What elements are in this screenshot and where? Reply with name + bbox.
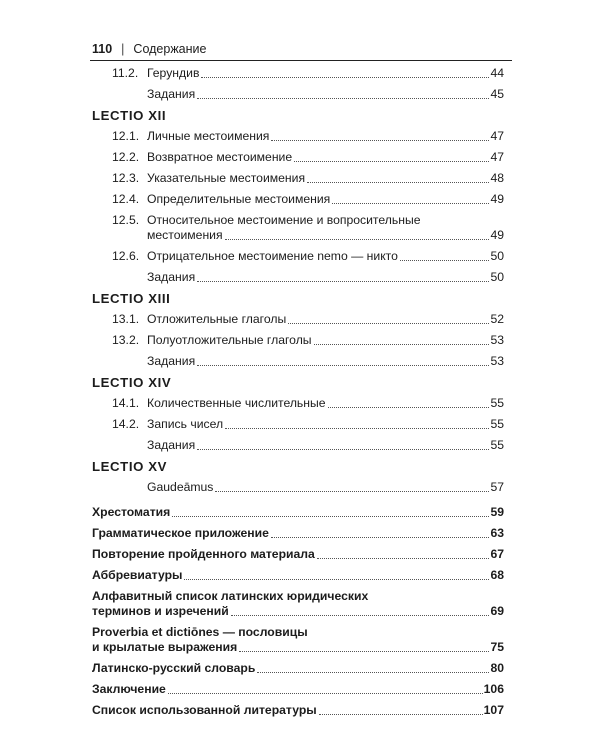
entry-title: Количественные числительные — [147, 396, 326, 410]
entry-page: 106 — [483, 682, 504, 696]
entry-number: 12.5. — [112, 213, 140, 227]
entry-title: Список использованной литературы — [92, 703, 317, 717]
entry-number: 12.3. — [112, 171, 140, 185]
toc-entry — [92, 249, 504, 264]
header-rule — [90, 60, 512, 61]
dot-leader — [271, 140, 489, 141]
page-number: 110 — [92, 42, 113, 56]
running-header — [92, 42, 206, 56]
toc-entry — [92, 354, 504, 369]
lesson-heading: LECTIO XIV — [92, 375, 172, 390]
toc-entry — [92, 589, 504, 619]
dot-leader — [225, 239, 490, 240]
entry-page: 55 — [490, 396, 504, 410]
toc-entry — [92, 396, 504, 411]
entry-page: 68 — [490, 568, 504, 582]
dot-leader — [257, 672, 489, 673]
entry-number: 13.2. — [112, 333, 140, 347]
toc-entry — [92, 417, 504, 432]
entry-page: 55 — [490, 417, 504, 431]
entry-title: Задания — [147, 270, 196, 284]
toc-entry — [92, 150, 504, 165]
entry-page: 50 — [490, 249, 504, 263]
entry-title: Заключение — [92, 682, 166, 696]
entry-title-line — [92, 213, 504, 228]
entry-title: Указательные местоимения — [147, 171, 306, 185]
entry-page: 45 — [490, 87, 504, 101]
toc-entry — [92, 661, 504, 676]
entry-title: и крылатые выражения — [92, 640, 238, 654]
entry-page: 69 — [490, 604, 504, 618]
entry-page: 44 — [490, 66, 504, 80]
entry-title: Полуотложительные глаголы — [147, 333, 312, 347]
entry-title: Алфавитный список латинских юридических — [92, 589, 369, 603]
entry-page: 47 — [490, 129, 504, 143]
dot-leader — [225, 428, 489, 429]
entry-page: 53 — [490, 354, 504, 368]
entry-page: 50 — [490, 270, 504, 284]
toc-entry — [92, 129, 504, 144]
entry-page: 80 — [490, 661, 504, 675]
running-title: Содержание — [133, 42, 207, 56]
toc-entry-line — [92, 228, 504, 243]
dot-leader — [271, 537, 490, 538]
dot-leader — [314, 344, 490, 345]
entry-page: 49 — [490, 228, 504, 242]
entry-title: Хрестоматия — [92, 505, 171, 519]
toc-entry — [92, 682, 504, 697]
entry-number: 12.1. — [112, 129, 140, 143]
toc-entry — [92, 333, 504, 348]
toc-entry — [92, 625, 504, 655]
toc-entry — [92, 270, 504, 285]
toc-entry — [92, 66, 504, 81]
entry-page: 49 — [490, 192, 504, 206]
header-separator: | — [121, 42, 125, 56]
lesson-heading: LECTIO XV — [92, 459, 168, 474]
entry-title: Proverbia et dictiōnes — пословицы — [92, 625, 308, 639]
dot-leader — [317, 558, 490, 559]
dot-leader — [328, 407, 490, 408]
toc-entry — [92, 87, 504, 102]
toc-entry — [92, 480, 504, 495]
entry-page: 48 — [490, 171, 504, 185]
entry-title: Определительные местоимения — [147, 192, 331, 206]
entry-title: Повторение пройденного материала — [92, 547, 315, 561]
dot-leader — [332, 203, 489, 204]
entry-page: 63 — [490, 526, 504, 540]
entry-title: Аббревиатуры — [92, 568, 183, 582]
entry-number: 12.2. — [112, 150, 140, 164]
entry-page: 67 — [490, 547, 504, 561]
entry-page: 57 — [490, 480, 504, 494]
dot-leader — [319, 714, 483, 715]
dot-leader — [197, 281, 489, 282]
entry-title: Латинско-русский словарь — [92, 661, 256, 675]
toc-entry — [92, 312, 504, 327]
entry-title: Отрицательное местоимение nemo — никто — [147, 249, 398, 263]
entry-number: 12.6. — [112, 249, 140, 263]
toc-entry — [92, 547, 504, 562]
entry-title-line — [92, 625, 504, 640]
entry-title: Отложительные глаголы — [147, 312, 287, 326]
entry-title: Возвратное местоимение — [147, 150, 293, 164]
entry-title: терминов и изречений — [92, 604, 229, 618]
dot-leader — [201, 77, 489, 78]
toc-entry — [92, 213, 504, 243]
entry-title: Личные местоимения — [147, 129, 270, 143]
dot-leader — [239, 651, 489, 652]
toc-entry — [92, 703, 504, 718]
dot-leader — [197, 365, 489, 366]
toc-entry — [92, 505, 504, 520]
toc-entry — [92, 438, 504, 453]
dot-leader — [400, 260, 490, 261]
entry-page: 47 — [490, 150, 504, 164]
entry-title: Запись чисел — [147, 417, 224, 431]
toc-entry-line — [92, 604, 504, 619]
entry-title: местоимения — [147, 228, 223, 242]
dot-leader — [294, 161, 489, 162]
entry-page: 59 — [490, 505, 504, 519]
entry-title: Задания — [147, 87, 196, 101]
entry-number: 14.1. — [112, 396, 140, 410]
entry-page: 75 — [490, 640, 504, 654]
toc-entry — [92, 192, 504, 207]
lesson-heading: LECTIO XIII — [92, 291, 171, 306]
entry-title: Относительное местоимение и вопросительные — [147, 213, 421, 227]
lesson-heading: LECTIO XII — [92, 108, 167, 123]
dot-leader — [231, 615, 490, 616]
toc-entry — [92, 568, 504, 583]
dot-leader — [215, 491, 489, 492]
entry-title: Задания — [147, 354, 196, 368]
dot-leader — [197, 449, 489, 450]
entry-title-line — [92, 589, 504, 604]
dot-leader — [168, 693, 483, 694]
entry-page: 53 — [490, 333, 504, 347]
table-of-contents — [92, 66, 504, 724]
entry-title: Gaudeāmus — [147, 480, 214, 494]
entry-page: 107 — [483, 703, 504, 717]
dot-leader — [184, 579, 489, 580]
entry-page: 52 — [490, 312, 504, 326]
entry-number: 11.2. — [112, 66, 139, 80]
dot-leader — [172, 516, 489, 517]
entry-number: 12.4. — [112, 192, 140, 206]
dot-leader — [288, 323, 489, 324]
toc-entry-line — [92, 640, 504, 655]
entry-title: Грамматическое приложение — [92, 526, 269, 540]
toc-entry — [92, 526, 504, 541]
entry-page: 55 — [490, 438, 504, 452]
entry-title: Герундив — [147, 66, 200, 80]
entry-number: 13.1. — [112, 312, 140, 326]
entry-title: Задания — [147, 438, 196, 452]
dot-leader — [197, 98, 489, 99]
toc-entry — [92, 171, 504, 186]
dot-leader — [307, 182, 489, 183]
entry-number: 14.2. — [112, 417, 140, 431]
